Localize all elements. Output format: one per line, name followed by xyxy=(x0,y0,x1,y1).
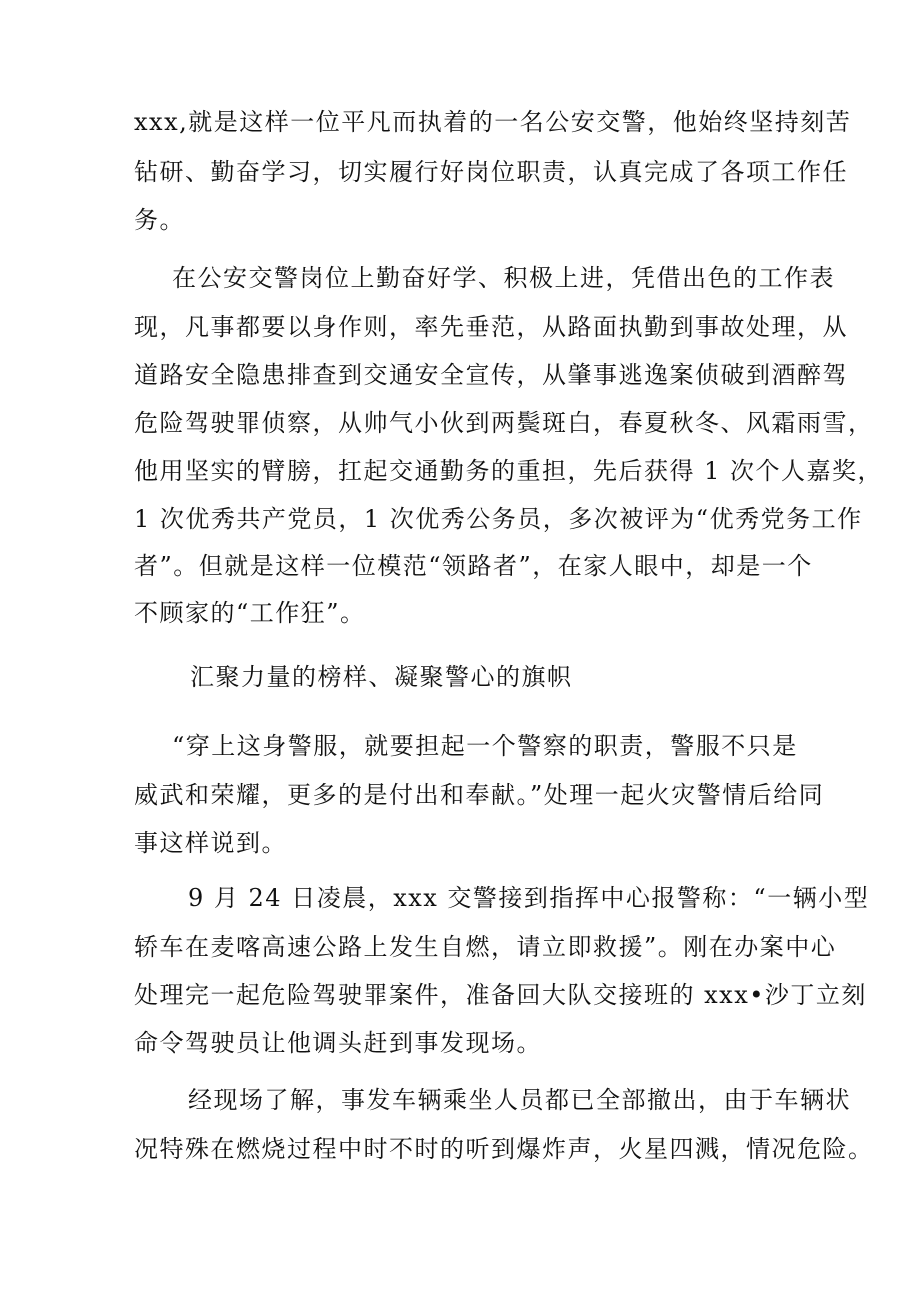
paragraph-2-line-7: 者”。但就是这样一位模范“领路者”，在家人眼中，却是一个 xyxy=(134,552,813,580)
paragraph-2-line-6: 1 次优秀共产党员，1 次优秀公务员，多次被评为“优秀党务工作 xyxy=(134,505,863,533)
paragraph-1-line-2: 钻研、勤奋学习，切实履行好岗位职责，认真完成了各项工作任 xyxy=(134,158,848,186)
paragraph-4-line-3: 处理完一起危险驾驶罪案件，准备回大队交接班的 xxx•沙丁立刻 xyxy=(134,981,867,1009)
paragraph-2-line-2: 现，凡事都要以身作则，率先垂范，从路面执勤到事故处理，从 xyxy=(134,313,848,341)
paragraph-5-line-1: 经现场了解，事发车辆乘坐人员都已全部撤出，由于车辆状 xyxy=(188,1086,851,1114)
paragraph-3-line-3: 事这样说到。 xyxy=(134,829,287,857)
paragraph-3-line-1: “穿上这身警服，就要担起一个警察的职责，警服不只是 xyxy=(172,732,798,760)
paragraph-2-line-4: 危险驾驶罪侦察，从帅气小伙到两鬓斑白，春夏秋冬、风霜雨雪， xyxy=(134,409,874,437)
paragraph-3-line-2: 威武和荣耀，更多的是付出和奉献。”处理一起火灾警情后给同 xyxy=(134,781,825,809)
paragraph-4-line-1: 9 月 24 日凌晨，xxx 交警接到指挥中心报警称：“一辆小型 xyxy=(188,884,870,912)
paragraph-2-line-5: 他用坚实的臂膀，扛起交通勤务的重担，先后获得 1 次个人嘉奖， xyxy=(134,457,884,485)
paragraph-2-line-8: 不顾家的“工作狂”。 xyxy=(134,599,366,627)
paragraph-4-line-4: 命令驾驶员让他调头赶到事发现场。 xyxy=(134,1029,542,1057)
section-heading: 汇聚力量的榜样、凝聚警心的旗帜 xyxy=(190,663,573,691)
paragraph-2-line-3: 道路安全隐患排查到交通安全宣传，从肇事逃逸案侦破到酒醉驾 xyxy=(134,361,848,389)
paragraph-4-line-2: 轿车在麦喀高速公路上发生自燃，请立即救援”。刚在办案中心 xyxy=(134,933,837,961)
paragraph-2-line-1: 在公安交警岗位上勤奋好学、积极上进，凭借出色的工作表 xyxy=(172,264,835,292)
paragraph-1-line-1: xxx,就是这样一位平凡而执着的一名公安交警，他始终坚持刻苦 xyxy=(134,108,852,136)
paragraph-5-line-2: 况特殊在燃烧过程中时不时的听到爆炸声，火星四溅，情况危险。 xyxy=(134,1135,874,1163)
paragraph-1-line-3: 务。 xyxy=(134,206,185,234)
